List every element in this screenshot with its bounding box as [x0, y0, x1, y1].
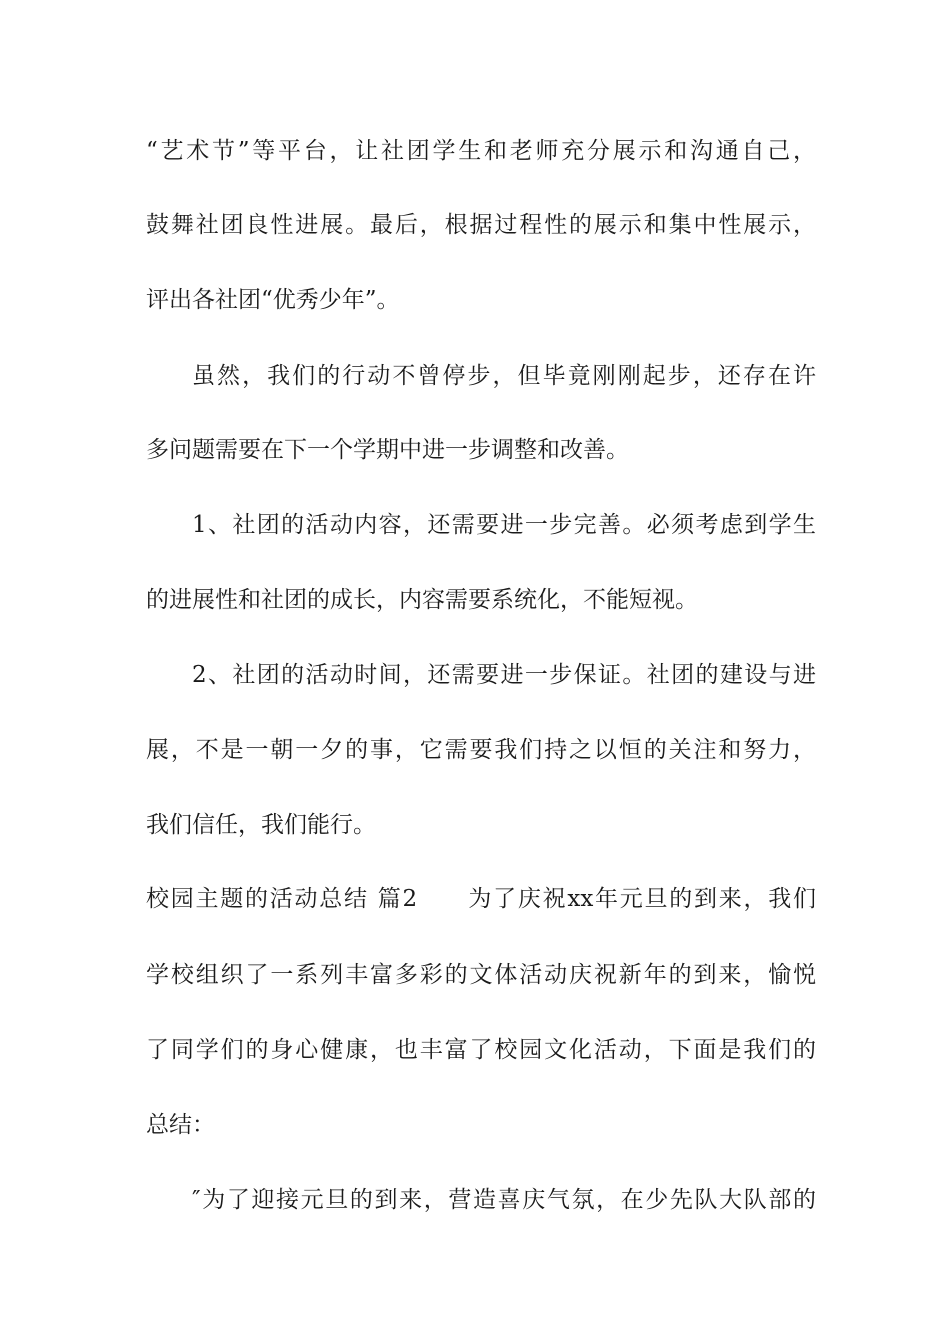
text-line-4: 虽然，我们的行动不曾停步，但毕竟刚刚起步，还存在许 [192, 363, 816, 389]
text-line-1: “艺术节”等平台，让社团学生和老师充分展示和沟通自己， [146, 138, 816, 164]
text-line-13: 了同学们的身心健康，也丰富了校园文化活动，下面是我们的 [146, 1037, 816, 1063]
text-line-3: 评出各社团“优秀少年”。 [146, 287, 400, 313]
text-line-8: 2、社团的活动时间，还需要进一步保证。社团的建设与进 [192, 662, 816, 688]
text-line-12: 学校组织了一系列丰富多彩的文体活动庆祝新年的到来，愉悦 [146, 962, 816, 988]
text-line-15: ″为了迎接元旦的到来，营造喜庆气氛，在少先队大队部的 [192, 1187, 816, 1213]
text-line-7: 的进展性和社团的成长，内容需要系统化，不能短视。 [146, 587, 698, 613]
text-line-6: 1、社团的活动内容，还需要进一步完善。必须考虑到学生 [192, 512, 816, 538]
text-line-2: 鼓舞社团良性进展。最后，根据过程性的展示和集中性展示， [146, 212, 816, 238]
section-heading-line: 校园主题的活动总结 篇2 为了庆祝xx年元旦的到来，我们 [146, 886, 816, 912]
text-line-5: 多问题需要在下一个学期中进一步调整和改善。 [146, 437, 629, 463]
text-line-10: 我们信任，我们能行。 [146, 812, 376, 838]
text-line-14: 总结： [146, 1112, 215, 1138]
text-line-9: 展，不是一朝一夕的事，它需要我们持之以恒的关注和努力， [146, 737, 816, 763]
